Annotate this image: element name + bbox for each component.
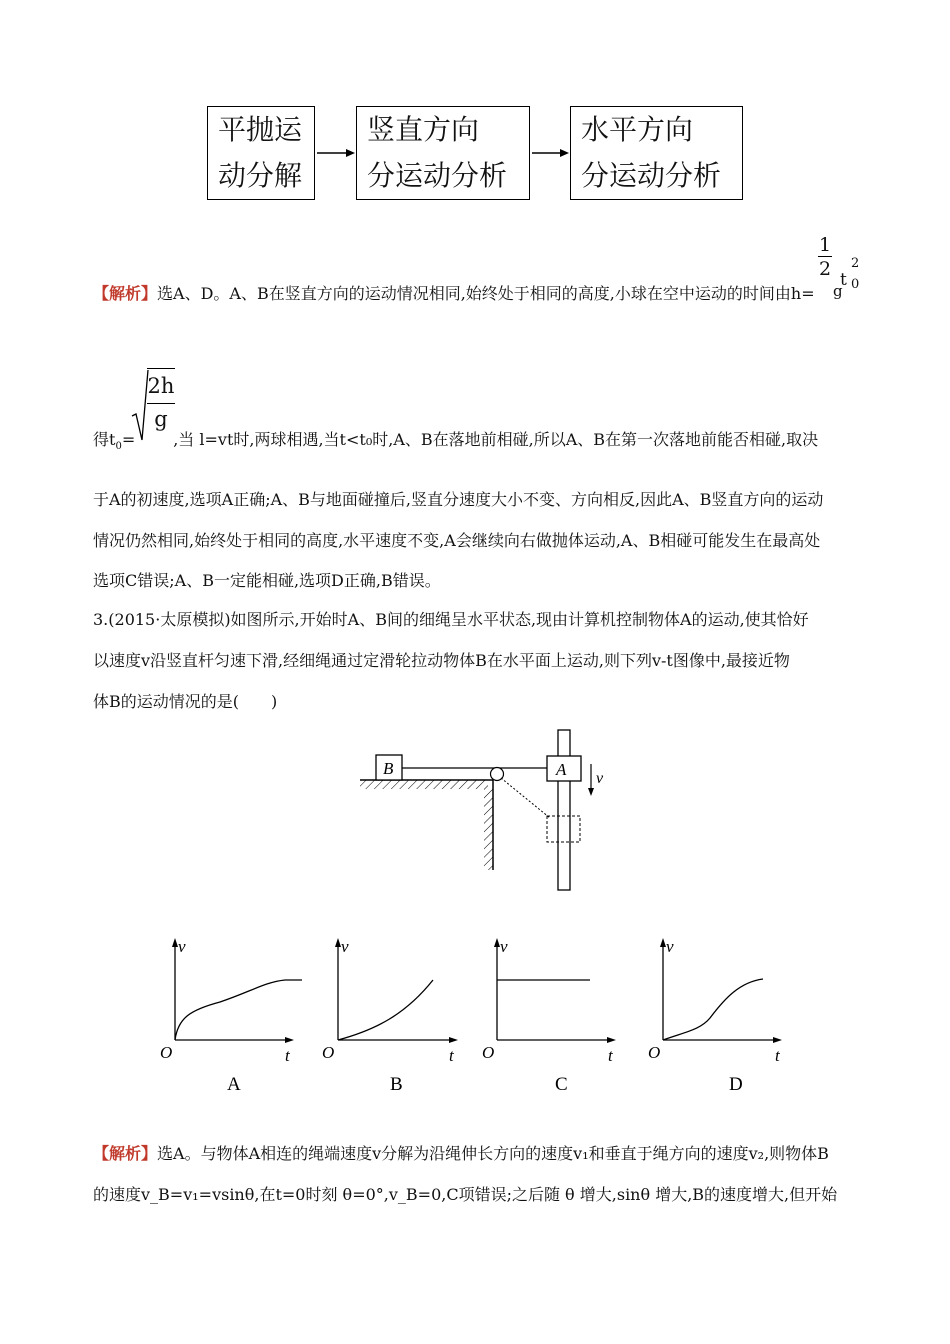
axis-t-label: t: [608, 1046, 613, 1065]
line2-eq: =: [121, 430, 136, 449]
graph-c: [482, 937, 616, 1095]
curve-d: [663, 979, 763, 1040]
axis-arrow-icon: [607, 1037, 616, 1043]
option-c-label: C: [555, 1074, 568, 1095]
dotted-rope: [501, 778, 550, 818]
flow-box-3-line1: 水平方向: [581, 113, 694, 146]
flow-box-2-line1: 竖直方向: [367, 113, 480, 146]
formula-half-den: 2: [818, 258, 832, 280]
line2-rest: ,当 l=vt时,两球相遇,当t<t₀时,A、B在落地前相碰,所以A、B在第一次落地前能否相碰,取决: [173, 430, 819, 449]
axis-v-label: v: [500, 937, 508, 956]
axis-arrow-icon: [285, 1037, 294, 1043]
arrow-down-icon: [588, 764, 594, 796]
velocity-label: v: [596, 770, 604, 787]
vt-graphs: [150, 930, 800, 1100]
block-b-label: B: [383, 759, 394, 778]
question3-line1: 3.(2015·太原模拟)如图所示,开始时A、B间的细绳呈水平状态,现由计算机控制物体A的运动,使其恰好: [93, 610, 809, 629]
formula-sup: 2: [851, 256, 860, 271]
formula-g: g: [833, 282, 843, 300]
analysis1-line2: [93, 430, 818, 457]
question3-line2: 以速度v沿竖直杆匀速下滑,经细绳通过定滑轮拉动物体B在水平面上运动,则下列v-t图像中,最接近物: [93, 651, 790, 670]
flow-box-3-line2: 分运动分析: [581, 159, 722, 192]
formula-half: [818, 234, 832, 281]
option-b-label: B: [390, 1074, 403, 1095]
line2-sub: 0: [115, 441, 122, 453]
axis-v-label: v: [178, 937, 186, 956]
sqrt-num: 2h: [147, 374, 175, 398]
pulley-figure: [350, 728, 620, 893]
origin-label: O: [648, 1043, 661, 1062]
curve-a: [175, 980, 302, 1040]
axis-t-label: t: [285, 1046, 290, 1065]
question3-line3: 体B的运动情况的是( ): [93, 692, 278, 711]
arrow-right-icon: [317, 149, 355, 157]
vertical-rod: [558, 730, 570, 890]
axis-t-label: t: [449, 1046, 454, 1065]
arrow-right-icon: [532, 149, 569, 157]
graph-d: [648, 937, 782, 1095]
sqrt-fraction: [147, 368, 175, 434]
formula-half-num: 1: [818, 234, 832, 256]
graph-a: [160, 937, 302, 1095]
axis-arrow-icon: [773, 1037, 782, 1043]
option-a-label: A: [227, 1074, 241, 1095]
sqrt-den: g: [147, 403, 175, 434]
graph-b: [322, 937, 458, 1095]
axis-v-label: v: [341, 937, 349, 956]
analysis1-line4: 情况仍然相同,始终处于相同的高度,水平速度不变,A会继续向右做抛体运动,A、B相碰可能发生在最高处: [93, 531, 821, 550]
analysis2-text1: 选A。与物体A相连的绳端速度v分解为沿绳伸长方向的速度v₁和垂直于绳方向的速度v₂,则物体B: [157, 1144, 829, 1163]
line2-pre: 得t: [93, 430, 116, 449]
analysis2-line1: [93, 1144, 829, 1164]
flow-box-1-line2: 动分解: [218, 159, 303, 192]
analysis1-line1: [93, 284, 815, 304]
analysis1-line5: 选项C错误;A、B一定能相碰,选项D正确,B错误。: [93, 571, 441, 590]
origin-label: O: [482, 1043, 495, 1062]
wall-hatch: [484, 789, 493, 870]
axis-t-label: t: [775, 1046, 780, 1065]
analysis2-line2: 的速度v_B=v₁=vsinθ,在t=0时刻 θ=0°,v_B=0,C项错误;之后随 θ 增大,sinθ 增大,B的速度增大,但开始: [93, 1185, 838, 1204]
analysis-tag: 【解析】: [93, 284, 158, 303]
origin-label: O: [160, 1043, 173, 1062]
table-hatch: [360, 780, 488, 789]
option-d-label: D: [729, 1074, 743, 1095]
axis-v-label: v: [666, 937, 674, 956]
origin-label: O: [322, 1043, 335, 1062]
analysis-tag: 【解析】: [93, 1144, 158, 1163]
flow-arrows: [0, 0, 950, 220]
formula-sub: 0: [851, 277, 860, 292]
curve-b: [338, 980, 433, 1040]
formula-t: t: [840, 270, 847, 290]
analysis1-text1: 选A、D。A、B在竖直方向的运动情况相同,始终处于相同的高度,小球在空中运动的时间由h=: [157, 284, 815, 303]
flow-box-2-line2: 分运动分析: [367, 159, 508, 192]
flow-box-1-line1: 平抛运: [218, 113, 303, 146]
block-a-label: A: [556, 760, 567, 779]
analysis1-line3: 于A的初速度,选项A正确;A、B与地面碰撞后,竖直分速度大小不变、方向相反,因此A、B竖直方向的运动: [93, 490, 824, 509]
axis-arrow-icon: [449, 1037, 458, 1043]
